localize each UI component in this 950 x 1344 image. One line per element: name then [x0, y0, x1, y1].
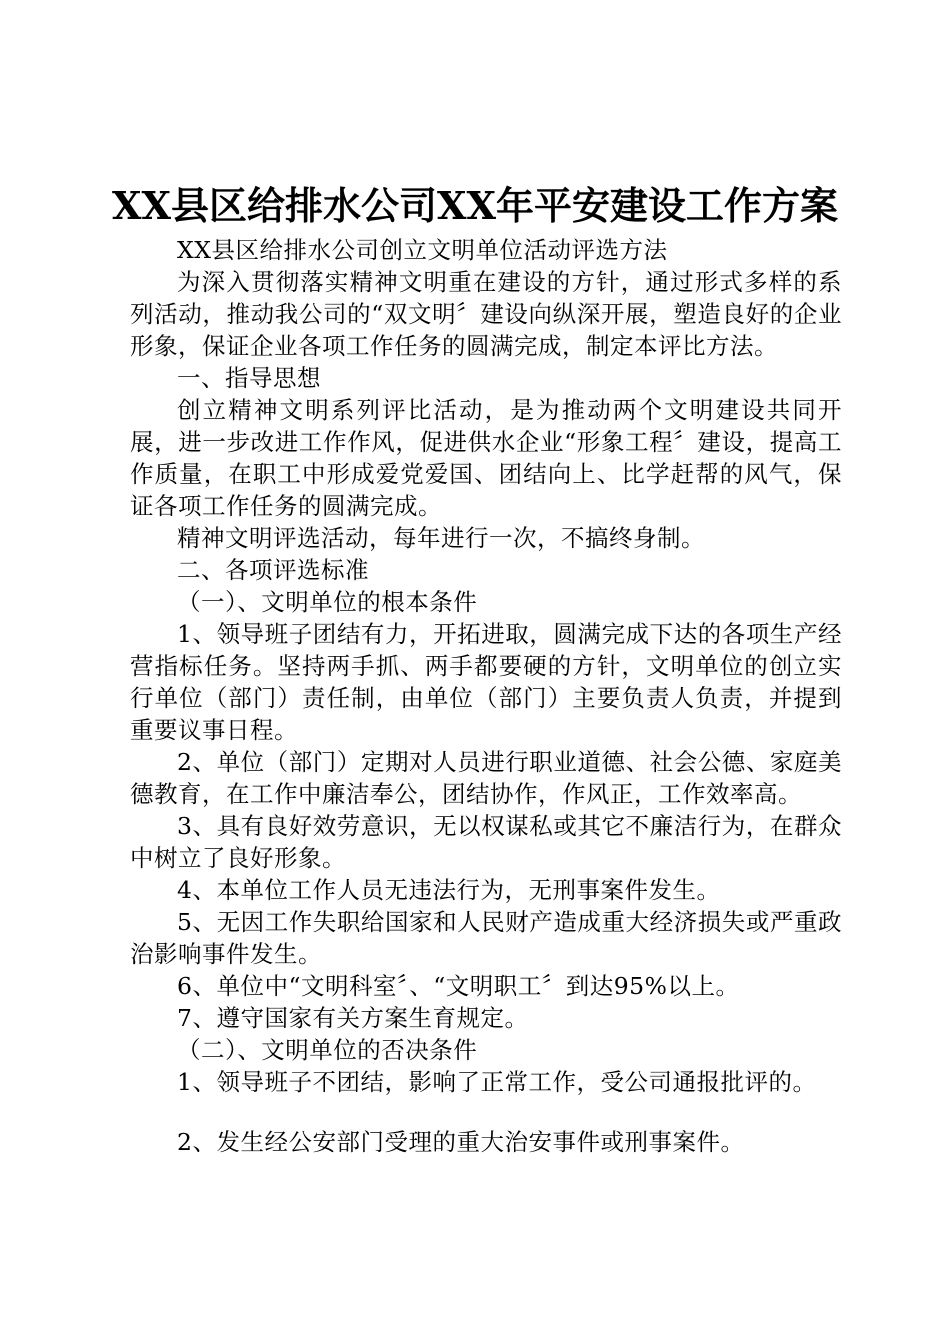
veto-item-1: 1、领导班子不团结，影响了正常工作，受公司通报批评的。	[177, 1068, 817, 1096]
subsection-heading-basic-conditions: （一）、文明单位的根本条件	[177, 588, 478, 616]
frequency-paragraph: 精神文明评选活动，每年进行一次，不搞终身制。	[177, 524, 705, 552]
guiding-thought-paragraph: 创立精神文明系列评比活动，是为推动两个文明建设共同开展，进一步改进工作作风，促进供水企业“形象工程〞建设，提高工作质量，在职工中形成爱党爱国、团结向上、比学赶帮的风气，保证各项工作任务的圆满完成。	[130, 396, 842, 520]
section-heading-guiding-thought: 一、指导思想	[177, 364, 321, 392]
condition-item-5: 5、无因工作失职给国家和人民财产造成重大经济损失或严重政治影响事件发生。	[130, 908, 842, 968]
condition-item-3: 3、具有良好效劳意识，无以权谋私或其它不廉洁行为，在群众中树立了良好形象。	[130, 812, 842, 872]
subsection-heading-veto-conditions: （二）、文明单位的否决条件	[177, 1036, 478, 1064]
subtitle-paragraph: XX县区给排水公司创立文明单位活动评选方法	[177, 236, 668, 264]
veto-item-2: 2、发生经公安部门受理的重大治安事件或刑事案件。	[177, 1128, 745, 1156]
section-heading-criteria: 二、各项评选标准	[177, 556, 369, 584]
document-body	[130, 234, 842, 1158]
condition-item-6: 6、单位中“文明科室〞、“文明职工〞到达95%以上。	[177, 972, 740, 1000]
intro-paragraph: 为深入贯彻落实精神文明重在建设的方针，通过形式多样的系列活动，推动我公司的“双文明〞建设向纵深开展，塑造良好的企业形象，保证企业各项工作任务的圆满完成，制定本评比方法。	[130, 268, 842, 360]
condition-item-1: 1、领导班子团结有力，开拓进取，圆满完成下达的各项生产经营指标任务。坚持两手抓、两手都要硬的方针，文明单位的创立实行单位（部门）责任制，由单位（部门）主要负责人负责，并提到重要议事日程。	[130, 620, 842, 744]
condition-item-7: 7、遵守国家有关方案生育规定。	[177, 1004, 529, 1032]
document-title: XX县区给排水公司XX年平安建设工作方案	[112, 183, 838, 228]
condition-item-4: 4、本单位工作人员无违法行为，无刑事案件发生。	[177, 876, 721, 904]
condition-item-2: 2、单位（部门）定期对人员进行职业道德、社会公德、家庭美德教育，在工作中廉洁奉公，团结协作，作风正，工作效率高。	[130, 748, 842, 808]
